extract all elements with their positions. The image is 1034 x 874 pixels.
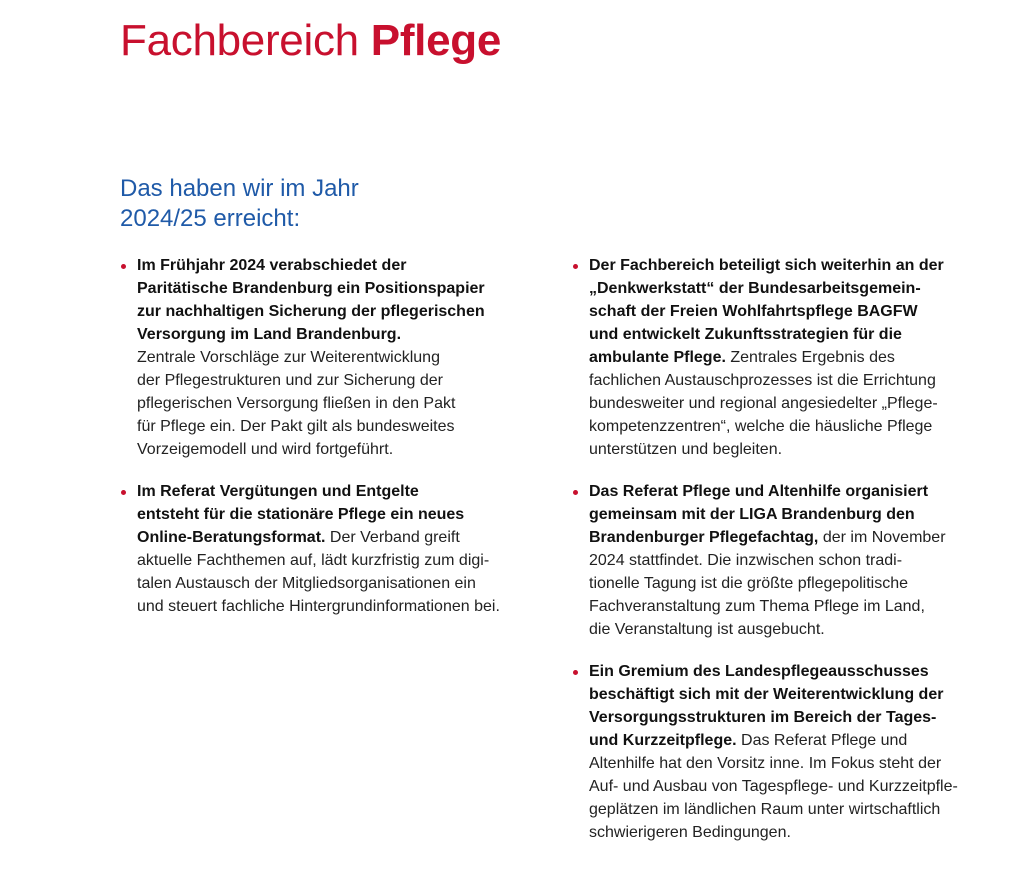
body-line: 2024 stattfindet. Die inzwischen schon tradi- (589, 552, 903, 569)
item-lead (589, 660, 1012, 729)
lead-line: Ein Gremium des Landespflegeausschusses (589, 663, 929, 680)
body-line: kompetenzzentren“, welche die häusliche Pflege (589, 418, 933, 435)
body-line: pflegerischen Versorgung fließen in den Pakt (137, 395, 456, 412)
lead-line: Im Referat Vergütungen und Entgelte (137, 483, 419, 500)
body-line: Altenhilfe hat den Vorsitz inne. Im Fokus steht der (589, 755, 942, 772)
body-line: bundesweiter und regional angesiedelter „Pflege- (589, 395, 938, 412)
lead-line: Das Referat Pflege und Altenhilfe organisiert (589, 483, 929, 500)
mixed-line (589, 526, 1012, 549)
lead-line: Im Frühjahr 2024 verabschiedet der (137, 257, 407, 274)
lead-line: gemeinsam mit der LIGA Brandenburg den (589, 506, 915, 523)
list-item-online-beratungsformat (120, 480, 560, 618)
list-item-denkwerkstatt (572, 254, 1012, 461)
body-line: schwierigeren Bedingungen. (589, 824, 791, 841)
body-line: fachlichen Austauschprozesses ist die Errichtung (589, 372, 936, 389)
mixed-line (589, 346, 1012, 369)
body-line: Vorzeigemodell und wird fortgeführt. (137, 441, 394, 458)
lead-line: Online-Beratungsformat. (137, 529, 326, 546)
section-heading-line-1: Das haben wir im Jahr (120, 175, 359, 202)
list-item-positionspapier (120, 254, 560, 461)
lead-line: „Denkwerkstatt“ der Bundesarbeitsgemein- (589, 280, 921, 297)
lead-line: Der Fachbereich beteiligt sich weiterhin an der (589, 257, 944, 274)
mixed-line (589, 729, 1012, 752)
lead-line: Brandenburger Pflegefachtag, (589, 529, 819, 546)
lead-line: ambulante Pflege. (589, 349, 726, 366)
body-line: Zentrale Vorschläge zur Weiterentwicklung (137, 349, 440, 366)
lead-line: Paritätische Brandenburg ein Positionspapier (137, 280, 485, 297)
page-title-regular: Fachbereich (120, 16, 359, 65)
right-column-list (572, 254, 1012, 863)
lead-line: beschäftigt sich mit der Weiterentwicklung der (589, 686, 944, 703)
left-column-list (120, 254, 560, 637)
lead-line: schaft der Freien Wohlfahrtspflege BAGFW (589, 303, 918, 320)
list-item-landespflegeausschuss (572, 660, 1012, 844)
body-line: unterstützen und begleiten. (589, 441, 783, 458)
lead-line: entsteht für die stationäre Pflege ein neues (137, 506, 465, 523)
lead-line: und Kurzzeitpflege. (589, 732, 737, 749)
body-line: aktuelle Fachthemen auf, lädt kurzfristig zum digi- (137, 552, 490, 569)
body-line: die Veranstaltung ist ausgebucht. (589, 621, 825, 638)
body-line: der Pflegestrukturen und zur Sicherung der (137, 372, 443, 389)
lead-line: zur nachhaltigen Sicherung der pflegerischen (137, 303, 485, 320)
section-heading-line-2: 2024/25 erreicht: (120, 205, 301, 232)
item-body (589, 752, 1012, 844)
body-line: geplätzen im ländlichen Raum unter wirtschaftlich (589, 801, 941, 818)
item-lead (589, 254, 1012, 346)
item-body (589, 549, 1012, 641)
body-line: Auf- und Ausbau von Tagespflege- und Kurzzeitpfle- (589, 778, 958, 795)
body-line: und steuert fachliche Hintergrundinformationen bei. (137, 598, 500, 615)
lead-line: Versorgung im Land Brandenburg. (137, 326, 402, 343)
body-line: für Pflege ein. Der Pakt gilt als bundesweites (137, 418, 455, 435)
body-line: tionelle Tagung ist die größte pflegepolitische (589, 575, 909, 592)
item-lead (137, 480, 560, 526)
body-line-start: Das Referat Pflege und (736, 732, 908, 749)
item-body (137, 549, 560, 618)
body-line-start: Zentrales Ergebnis des (725, 349, 895, 366)
body-line-start: der im November (818, 529, 946, 546)
section-heading (120, 174, 480, 234)
lead-line: Versorgungsstrukturen im Bereich der Tages- (589, 709, 937, 726)
lead-line: und entwickelt Zukunftsstrategien für die (589, 326, 902, 343)
page-title-bold: Pflege (370, 16, 502, 65)
body-line: Fachveranstaltung zum Thema Pflege im Land, (589, 598, 925, 615)
item-lead (137, 254, 560, 346)
item-lead (589, 480, 1012, 526)
body-line-start: Der Verband greift (325, 529, 460, 546)
item-body (137, 346, 560, 461)
page-title (120, 14, 501, 68)
list-item-pflegefachtag (572, 480, 1012, 641)
item-body (589, 369, 1012, 461)
mixed-line (137, 526, 560, 549)
body-line: talen Austausch der Mitgliedsorganisationen ein (137, 575, 476, 592)
